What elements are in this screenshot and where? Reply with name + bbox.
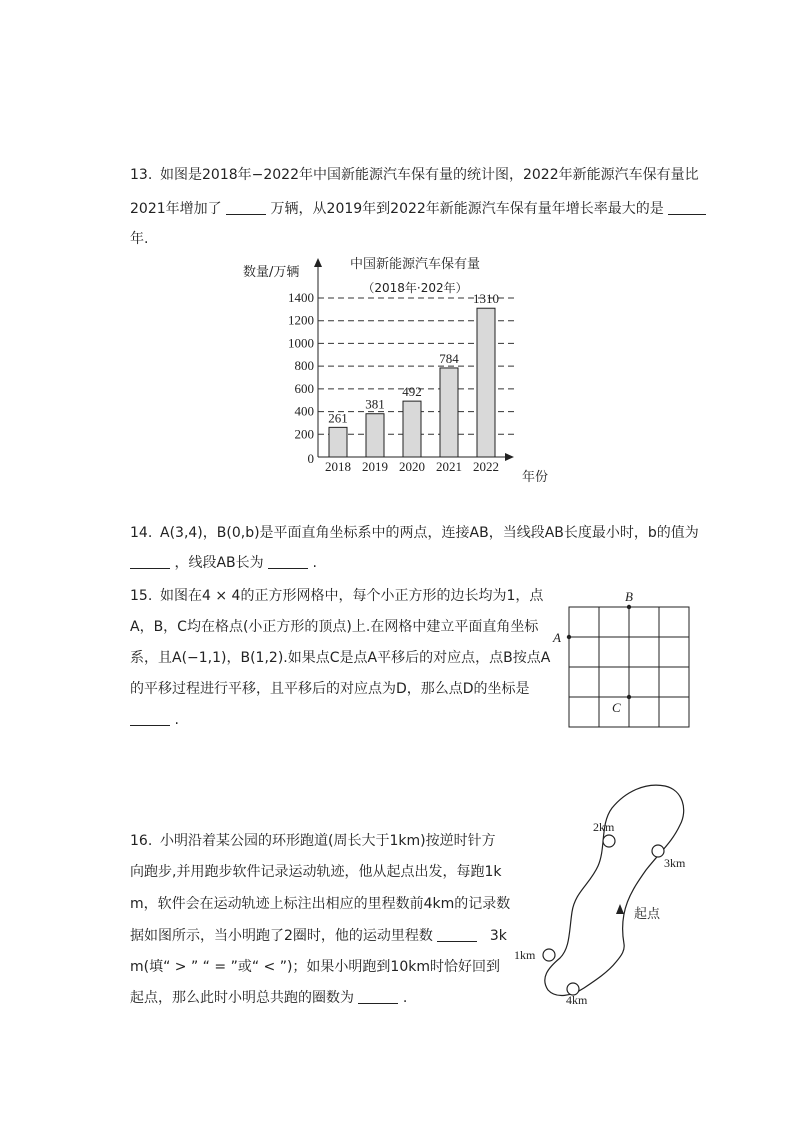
data-label: 784 xyxy=(439,350,459,366)
q15-text-3: 系，且A(−1,1)，B(1,2).如果点C是点A平移后的对应点，点B按点A xyxy=(130,650,551,666)
y-tick-label: 200 xyxy=(294,426,314,442)
q16-text-1: 小明沿着某公园的环形跑道(周长大于1km)按逆时针方 xyxy=(160,833,496,849)
q16-text-5: m(填“ > ” “ = ”或“ < ”)；如果小明跑到10km时恰好回到 xyxy=(130,959,500,975)
y-tick-label: 1000 xyxy=(288,335,314,351)
y-tick-label: 1400 xyxy=(288,290,314,305)
q13-text-2a: 2021年增加了 xyxy=(130,201,222,217)
label-1km: 1km xyxy=(514,948,536,962)
data-label: 1310 xyxy=(473,291,499,307)
q15-text-1: 如图在4 × 4的正方形网格中，每个小正方形的边长均为1，点 xyxy=(160,588,544,604)
chart-subtitle: （2018年·202年） xyxy=(362,281,468,295)
q13-text-1: 如图是2018年−2022年中国新能源汽车保有量的统计图，2022年新能源汽车保有量比 xyxy=(160,167,699,183)
running-track xyxy=(545,785,684,995)
q16-text-2: 向跑步,并用跑步软件记录运动轨迹，他从起点出发，每跑1k xyxy=(130,864,502,880)
data-label: 492 xyxy=(402,384,422,400)
x-tick-label: 2021 xyxy=(436,459,462,474)
y-tick-label: 1200 xyxy=(288,312,314,328)
y-tick-label: 400 xyxy=(294,403,314,419)
marker-1km xyxy=(543,949,555,961)
q13-number: 13. xyxy=(130,167,153,183)
y-axis-label: 数量/万辆 xyxy=(243,265,300,280)
label-3km: 3km xyxy=(664,856,686,870)
x-tick-label: 2022 xyxy=(473,459,499,474)
label-start: 起点 xyxy=(634,907,661,922)
q15-text-end: . xyxy=(174,712,179,728)
label-4km: 4km xyxy=(566,993,588,1007)
data-label: 381 xyxy=(365,396,385,412)
marker-2km xyxy=(603,835,615,847)
q16-text-end: . xyxy=(402,990,408,1006)
q15-number: 15. xyxy=(130,588,153,604)
data-label: 261 xyxy=(328,410,348,426)
q14-text-2: ，线段AB长为 xyxy=(174,555,264,571)
q14-text-end: . xyxy=(312,555,317,571)
x-tick-label: 2019 xyxy=(362,459,388,474)
label-c: C xyxy=(612,700,621,715)
x-axis-label: 年份 xyxy=(522,470,549,485)
q13-text-2b: 万辆，从2019年到2022年新能源汽车保有量年增长率最大的是 xyxy=(270,201,664,217)
y-tick-label: 0 xyxy=(307,451,314,466)
label-b: B xyxy=(625,589,633,604)
q16-text-3: m，软件会在运动轨迹上标注出相应的里程数前4km的记录数 xyxy=(130,896,511,912)
q16-number: 16. xyxy=(130,833,153,849)
marker-3km xyxy=(652,845,664,857)
q16-text-6: 起点，那么此时小明总共跑的圈数为 xyxy=(130,990,354,1006)
x-tick-label: 2020 xyxy=(399,459,425,474)
chart-title: 中国新能源汽车保有量 xyxy=(349,257,481,272)
q16-text-4b: 3k xyxy=(489,928,507,944)
q15-text-4: 的平移过程进行平移，且平移后的对应点为D，那么点D的坐标是 xyxy=(130,681,530,697)
y-tick-label: 600 xyxy=(294,380,314,396)
label-a: A xyxy=(553,630,561,645)
y-tick-label: 800 xyxy=(294,358,314,374)
q16-text-4a: 据如图所示，当小明跑了2圈时，他的运动里程数 xyxy=(130,928,433,944)
x-tick-label: 2018 xyxy=(325,459,351,474)
q13-text-3: 年. xyxy=(130,231,149,247)
label-2km: 2km xyxy=(593,820,615,834)
q14-text-1: A(3,4)，B(0,b)是平面直角坐标系中的两点，连接AB，当线段AB长度最小时，b的值为 xyxy=(160,525,699,541)
q15-text-2: A，B，C均在格点(小正方形的顶点)上.在网格中建立平面直角坐标 xyxy=(130,619,539,635)
q14-number: 14. xyxy=(130,525,153,541)
direction-arrow-icon xyxy=(616,904,624,914)
